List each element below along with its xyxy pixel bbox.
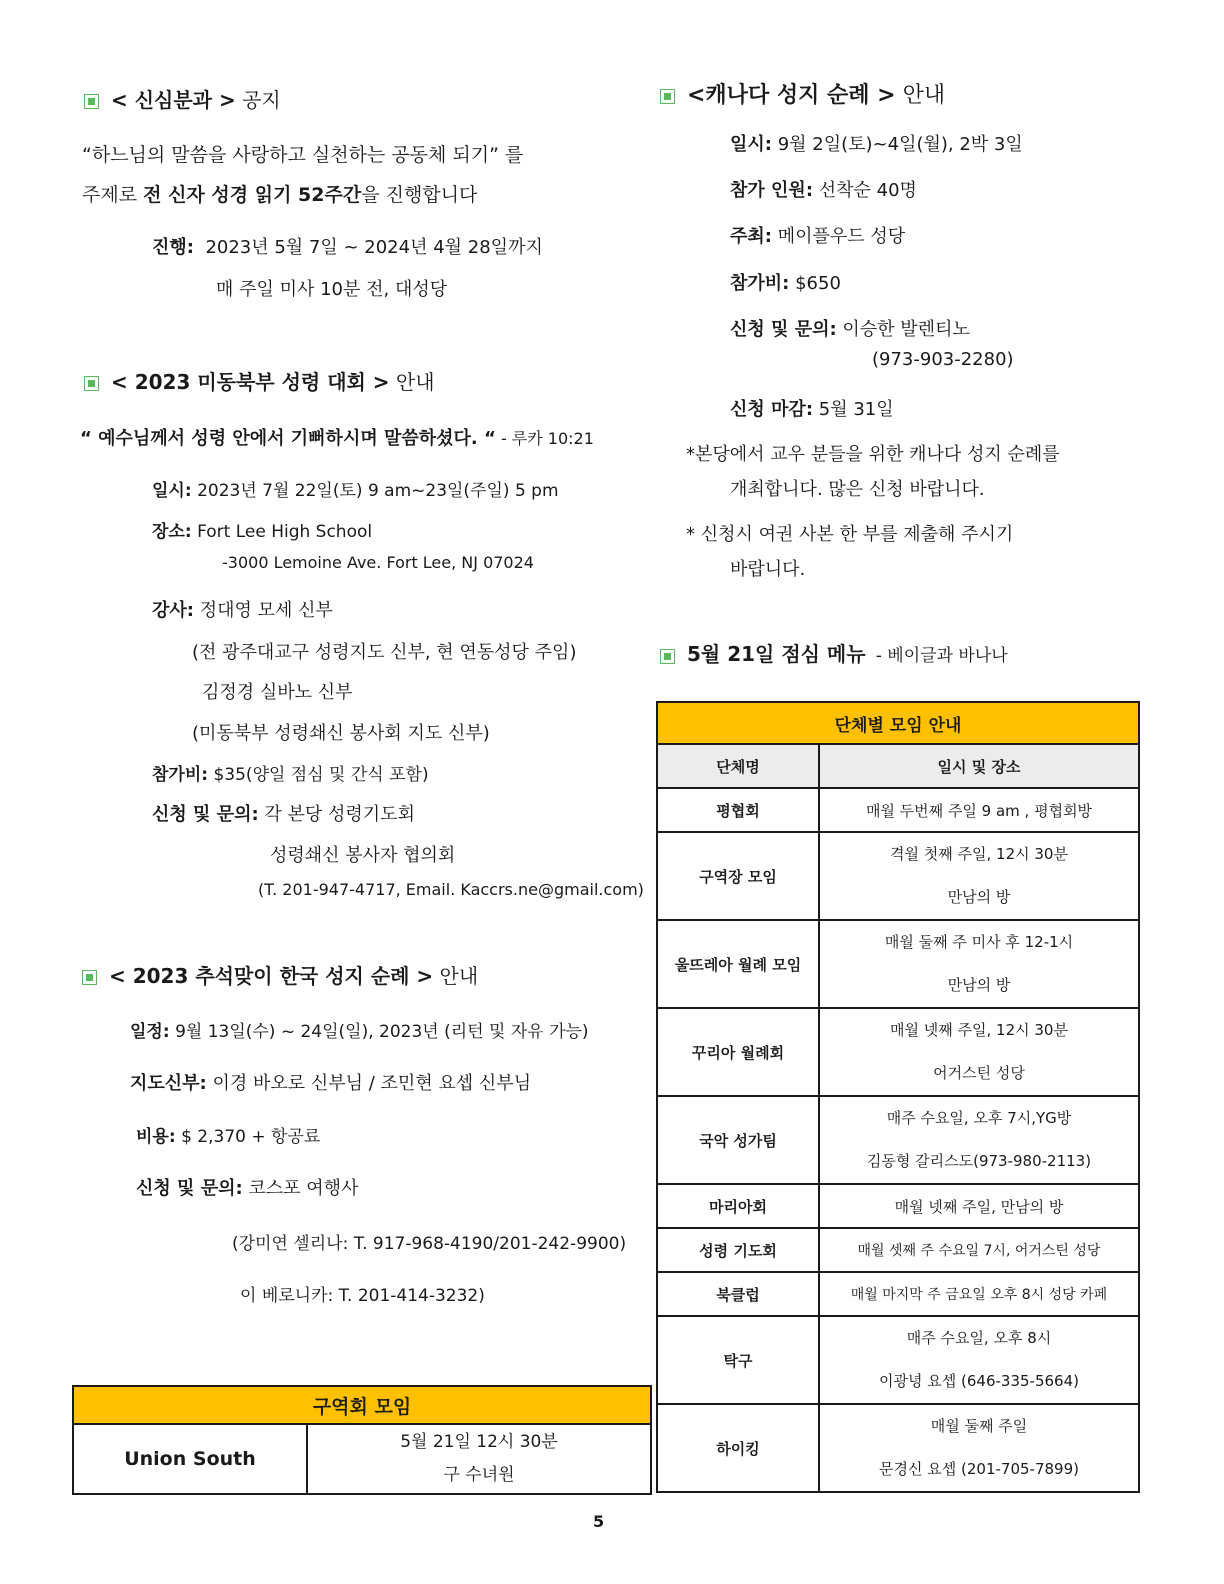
heading-bold: 5월 21일 점심 메뉴 xyxy=(687,642,866,666)
heading-rest: 안내 xyxy=(902,83,946,108)
group-name: 북클럽 xyxy=(657,1272,819,1316)
s1-line2-a: 주제로 xyxy=(82,184,144,206)
table-row xyxy=(657,832,1139,920)
groups-col-name-header: 단체명 xyxy=(657,744,819,788)
s3-cost-label: 비용: xyxy=(136,1127,176,1147)
s2-date xyxy=(152,476,559,501)
heading-rest: 안내 xyxy=(439,964,479,988)
s4-contact-label: 신청 및 문의: xyxy=(730,319,837,340)
s3-cost-value: $ 2,370 + 항공료 xyxy=(181,1127,321,1147)
s2-contact-value2: 성령쇄신 봉사자 협의회 xyxy=(270,845,456,866)
district-table-header: 구역회 모임 xyxy=(73,1386,651,1424)
green-square-bullet-icon xyxy=(84,94,99,109)
s4-note2a: * 신청시 여권 사본 한 부를 제출해 주시기 xyxy=(686,524,1014,545)
group-detail-line1: 매월 둘째 주 미사 후 12-1시 xyxy=(884,933,1074,951)
group-detail xyxy=(819,1096,1139,1184)
section-heading-korea-pilgrimage xyxy=(82,960,478,989)
s3-priest-label: 지도신부: xyxy=(130,1073,207,1094)
s2-place-label: 장소: xyxy=(152,522,192,542)
s4-fee-label: 참가비: xyxy=(730,273,790,294)
s2-quote xyxy=(80,424,594,450)
s2-speaker2: 김정경 실바노 신부 xyxy=(202,682,353,703)
group-name: 성령 기도회 xyxy=(657,1228,819,1272)
s1-line2 xyxy=(82,180,477,207)
s2-speaker-label: 강사: xyxy=(152,600,194,621)
s2-date-label: 일시: xyxy=(152,481,192,501)
s3-contact-label: 신청 및 문의: xyxy=(136,1178,243,1199)
group-detail: 매월 두번째 주일 9 am , 평협회방 xyxy=(819,788,1139,832)
s3-contact-value: 코스포 여행사 xyxy=(248,1178,359,1199)
district-detail xyxy=(307,1424,651,1494)
heading-bold: < 2023 미동북부 성령 대회 > xyxy=(111,370,390,394)
table-row xyxy=(657,1184,1139,1228)
s2-speaker xyxy=(152,596,333,622)
heading-bold: <캐나다 성지 순례 > xyxy=(687,83,896,108)
table-row xyxy=(657,1228,1139,1272)
section-heading-canada-pilgrimage xyxy=(660,78,945,109)
group-name: 구역장 모임 xyxy=(657,832,819,920)
table-row xyxy=(657,1096,1139,1184)
s4-fee-value: $650 xyxy=(795,273,841,294)
group-detail xyxy=(819,832,1139,920)
group-detail-line2: 어거스틴 성당 xyxy=(933,1064,1025,1082)
s4-deadline-label: 신청 마감: xyxy=(730,399,814,420)
group-name: 울뜨레아 월례 모임 xyxy=(657,920,819,1008)
heading-rest: 공지 xyxy=(242,88,281,112)
group-detail-line1: 매주 수요일, 오후 8시 xyxy=(906,1329,1052,1347)
s4-contact xyxy=(730,315,970,341)
group-detail-line1: 매주 수요일, 오후 7시,YG방 xyxy=(886,1109,1072,1127)
s2-place xyxy=(152,517,372,542)
group-detail-line1: 매월 둘째 주일 xyxy=(930,1417,1028,1435)
s3-schedule xyxy=(130,1017,589,1042)
s2-contact-value3: (T. 201-947-4717, Email. Kaccrs.ne@gmail.com) xyxy=(258,880,644,899)
heading-rest: - 베이글과 바나나 xyxy=(875,646,1008,666)
section-heading-holy-spirit-conference xyxy=(84,366,435,395)
s2-quote-ref: - 루카 10:21 xyxy=(495,429,594,448)
group-detail-line2: 문경신 요셉 (201-705-7899) xyxy=(879,1460,1079,1478)
s4-note1b: 개최합니다. 많은 신청 바랍니다. xyxy=(730,479,985,500)
s2-speaker-value: 정대영 모세 신부 xyxy=(199,600,333,621)
group-detail-line1: 매월 넷째 주일, 12시 30분 xyxy=(890,1021,1068,1039)
section-heading-faith xyxy=(84,84,281,113)
group-detail: 매월 마지막 주 금요일 오후 8시 성당 카페 xyxy=(819,1272,1139,1316)
group-detail xyxy=(819,1316,1139,1404)
s3-priest-value: 이경 바오로 신부님 / 조민현 요셉 신부님 xyxy=(212,1073,532,1094)
section-heading-lunch-menu xyxy=(660,638,1008,667)
s1-line2-bold: 전 신자 성경 읽기 52주간 xyxy=(143,184,362,206)
s4-contact-phone: (973-903-2280) xyxy=(872,349,1014,370)
s3-schedule-label: 일정: xyxy=(130,1022,170,1042)
district-name: Union South xyxy=(73,1424,307,1494)
s1-progress-value2: 매 주일 미사 10분 전, 대성당 xyxy=(216,279,448,300)
group-detail-line2: 이광녕 요셉 (646-335-5664) xyxy=(879,1372,1079,1390)
s4-people xyxy=(730,176,917,202)
group-name: 하이킹 xyxy=(657,1404,819,1492)
s4-deadline-value: 5월 31일 xyxy=(818,399,894,420)
s4-date-label: 일시: xyxy=(730,134,772,155)
groups-col-detail-header: 일시 및 장소 xyxy=(819,744,1139,788)
s4-host xyxy=(730,222,905,248)
green-square-bullet-icon xyxy=(82,970,97,985)
groups-table-title: 단체별 모임 안내 xyxy=(657,702,1139,744)
table-row xyxy=(657,788,1139,832)
s3-schedule-value: 9월 13일(수) ~ 24일(일), 2023년 (리턴 및 자유 가능) xyxy=(175,1022,589,1042)
s1-progress-value: 2023년 5월 7일 ~ 2024년 4월 28일까지 xyxy=(205,237,543,258)
group-detail xyxy=(819,1404,1139,1492)
s2-contact-value: 각 본당 성령기도회 xyxy=(264,804,415,825)
group-name: 국악 성가팀 xyxy=(657,1096,819,1184)
s2-fee xyxy=(152,760,429,785)
s4-deadline xyxy=(730,395,894,421)
s2-speaker-note1: (전 광주대교구 성령지도 신부, 현 연동성당 주임) xyxy=(192,642,577,663)
table-row xyxy=(657,1008,1139,1096)
table-row xyxy=(657,920,1139,1008)
group-name: 마리아회 xyxy=(657,1184,819,1228)
s1-progress-label: 진행: xyxy=(152,237,194,258)
group-detail xyxy=(819,920,1139,1008)
s2-contact xyxy=(152,800,415,826)
green-square-bullet-icon xyxy=(84,376,99,391)
s4-people-value: 선착순 40명 xyxy=(818,180,917,201)
s4-host-value: 메이플우드 성당 xyxy=(777,226,906,247)
group-detail: 매월 넷째 주일, 만남의 방 xyxy=(819,1184,1139,1228)
heading-rest: 안내 xyxy=(395,370,435,394)
s1-progress xyxy=(152,233,543,259)
s2-date-value: 2023년 7월 22일(토) 9 am~23일(주일) 5 pm xyxy=(197,481,559,501)
s2-fee-label: 참가비: xyxy=(152,765,209,785)
group-detail: 매월 셋째 주 수요일 7시, 어거스틴 성당 xyxy=(819,1228,1139,1272)
s4-note1a: *본당에서 교우 분들을 위한 캐나다 성지 순례를 xyxy=(686,444,1060,465)
s3-contact xyxy=(136,1174,358,1200)
group-meetings-table xyxy=(656,701,1140,1493)
group-name: 탁구 xyxy=(657,1316,819,1404)
heading-bold: < 2023 추석맞이 한국 성지 순례 > xyxy=(109,964,434,988)
s3-contact-value3: 이 베로니카: T. 201-414-3232) xyxy=(240,1286,485,1306)
s4-note2b: 바랍니다. xyxy=(730,559,806,580)
s2-speaker-note2: (미동북부 성령쇄신 봉사회 지도 신부) xyxy=(192,723,490,744)
s4-people-label: 참가 인원: xyxy=(730,180,814,201)
s2-fee-value: $35(양일 점심 및 간식 포함) xyxy=(213,765,429,785)
s4-contact-value: 이승한 발렌티노 xyxy=(842,319,970,340)
s2-contact-label: 신청 및 문의: xyxy=(152,804,259,825)
table-row xyxy=(657,1316,1139,1404)
district-time: 5월 21일 12시 30분 xyxy=(400,1432,558,1452)
green-square-bullet-icon xyxy=(660,649,675,664)
s4-date-value: 9월 2일(토)~4일(월), 2박 3일 xyxy=(777,134,1023,155)
group-detail-line1: 격월 첫째 주일, 12시 30분 xyxy=(890,845,1068,863)
group-detail-line2: 김동형 갈리스도(973-980-2113) xyxy=(866,1152,1092,1170)
s4-host-label: 주최: xyxy=(730,226,772,247)
group-detail-line2: 만남의 방 xyxy=(947,888,1011,906)
s3-priest xyxy=(130,1069,531,1095)
table-row xyxy=(657,1272,1139,1316)
s2-quote-bold: “ 예수님께서 성령 안에서 기뻐하시며 말씀하셨다. “ xyxy=(80,428,496,449)
green-square-bullet-icon xyxy=(660,89,675,104)
page-number: 5 xyxy=(593,1512,605,1531)
table-row xyxy=(657,1404,1139,1492)
district-meeting-table xyxy=(72,1385,652,1495)
heading-bold: < 신심분과 > xyxy=(111,88,236,112)
s3-contact-value2: (강미연 셀리나: T. 917-968-4190/201-242-9900) xyxy=(232,1234,627,1254)
s2-place-value: Fort Lee High School xyxy=(197,522,373,542)
s1-line1: “하느님의 말씀을 사랑하고 실천하는 공동체 되기” 를 xyxy=(82,144,524,166)
group-name: 평협회 xyxy=(657,788,819,832)
s2-address: -3000 Lemoine Ave. Fort Lee, NJ 07024 xyxy=(222,553,534,572)
group-detail-line2: 만남의 방 xyxy=(947,976,1011,994)
s4-fee xyxy=(730,269,841,295)
s1-line2-b: 을 진행합니다 xyxy=(361,184,478,206)
group-detail xyxy=(819,1008,1139,1096)
s4-date xyxy=(730,130,1023,156)
group-name: 꾸리아 월례회 xyxy=(657,1008,819,1096)
s3-cost xyxy=(136,1122,320,1147)
district-place: 구 수녀원 xyxy=(443,1465,515,1485)
